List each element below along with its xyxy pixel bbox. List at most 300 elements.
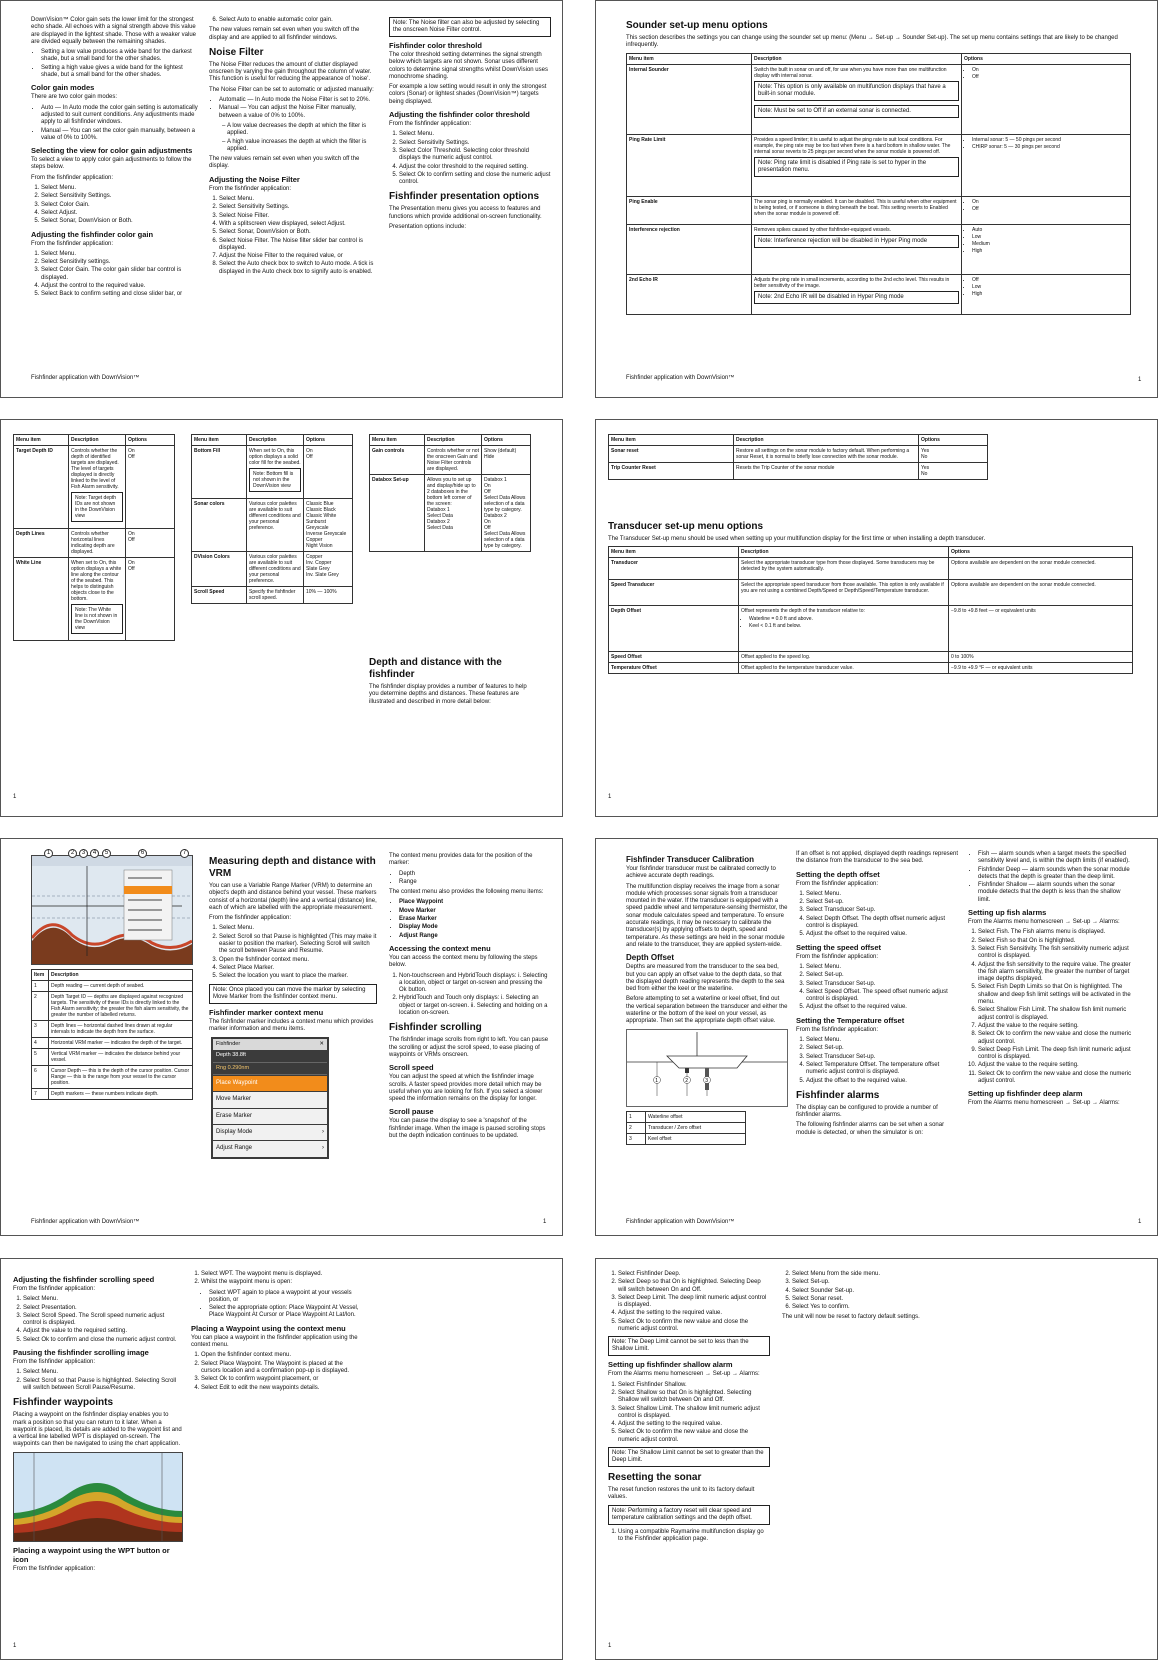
table-row xyxy=(370,475,531,552)
list-item: • Auto xyxy=(972,227,1128,233)
list-item: • Low xyxy=(972,234,1128,240)
list-item: 5. Adjust the offset to the required value. xyxy=(806,931,958,938)
list-item: 3. Select Color Gain. The color gain slider bar control is displayed. xyxy=(41,267,199,282)
note-box: Note: Interference rejection will be disabled in Hyper Ping mode xyxy=(754,235,959,248)
table-cell: Offset applied to the speed log. xyxy=(739,652,949,663)
context-menu-header xyxy=(213,1039,327,1050)
table-cell: Various color palettes are available to suit different conditions and your personal preference. xyxy=(247,552,304,587)
option: Slate Grey xyxy=(306,566,330,572)
note-box: Note: The Shallow Limit cannot be set to greater than the Deep Limit. xyxy=(608,1447,770,1467)
paragraph: For example a low setting would result in only the strongest colors (Sonar) or lightest shades (DownVision™) targets being displayed. xyxy=(389,84,547,105)
page-number: 1 xyxy=(608,1643,612,1649)
section-title: Fishfinder presentation options xyxy=(389,191,540,203)
table-cell: Depth Target ID — depths are displayed against recognized targets. The sensitivity of these IDs is directly linked to the Fish Alarm sensitivity; the greater the fish alarm sensitivity, the greater the number of labelled returns. xyxy=(49,992,193,1021)
paragraph: You can place a waypoint in the fishfinder application using the context menu. xyxy=(191,1334,358,1349)
list-item: 5. Select Ok to confirm the new value and close the numeric adjust control. xyxy=(618,1319,770,1334)
page7-col2 xyxy=(191,1271,361,1395)
table-cell: 2nd Echo IR xyxy=(627,274,752,314)
note-box: Note: Once placed you can move the marker by selecting Move Marker from the fishfinder context menu. xyxy=(209,984,377,1004)
paragraph: The Presentation menu gives you access to features and functions which provide additional on-screen functionality. xyxy=(389,206,542,220)
list-item: 6. Select Yes to confirm. xyxy=(792,1304,944,1311)
table-cell: Depth reading — current depth of seabed. xyxy=(49,981,193,992)
option: Classic White xyxy=(306,513,337,519)
list-item: 4. Adjust the setting to the required value. xyxy=(618,1421,770,1428)
table-cell: Ping Rate Limit xyxy=(627,134,752,196)
list-item: 6. Select Shallow Fish Limit. The shallow fish limit numeric adjust control is displayed. xyxy=(978,1007,1133,1022)
table-cell: −9.9 to +9.9 °F — or equivalent units xyxy=(949,663,1133,674)
table-row xyxy=(609,652,1133,663)
heading: Setting the speed offset xyxy=(796,942,882,952)
table-cell: 0 to 100% xyxy=(949,652,1133,663)
menu-item-place-waypoint[interactable]: Place Waypoint xyxy=(213,1076,327,1091)
table-cell xyxy=(126,446,175,529)
table-row xyxy=(609,446,988,463)
table-cell: Sonar reset xyxy=(609,446,734,463)
heading: Placing a Waypoint using the context menu xyxy=(191,1323,346,1333)
list-item: 2. Whilst the waypoint menu is open: xyxy=(201,1279,361,1286)
step-list xyxy=(209,925,377,980)
list-item: 7. Adjust the Noise Filter to the required value, or xyxy=(219,253,377,260)
table-cell: Sonar colors xyxy=(192,499,247,552)
chevron-right-icon: › xyxy=(322,1128,324,1135)
callout-label: 3 xyxy=(705,1077,709,1084)
page-4 xyxy=(595,419,1158,817)
list-item: • Select the appropriate option: Place Waypoint At Vessel, Place Waypoint At Cursor or Place Waypoint At Lat/lon. xyxy=(209,1305,361,1320)
table-cell xyxy=(482,475,531,552)
list-item: 3. Select Color Gain. xyxy=(41,202,199,209)
transducer-section xyxy=(608,516,1133,674)
table-header-row xyxy=(14,435,175,446)
sounder-setup-table xyxy=(626,53,1131,315)
list-item: • Automatic — In Auto mode the Noise Filter is set to 20%. xyxy=(219,97,377,104)
note-box: Note: The Noise filter can also be adjusted by selecting the onscreen Noise Filter control. xyxy=(389,17,551,37)
chevron-right-icon: › xyxy=(322,1145,324,1152)
list-item: 6. Select Noise Filter. The Noise filter slider bar control is displayed. xyxy=(219,238,377,253)
options-list xyxy=(964,67,1128,80)
table-cell: Specify the fishfinder scroll speed. xyxy=(247,587,304,604)
table-row xyxy=(627,1122,746,1133)
table-row xyxy=(192,587,353,604)
table-header-row xyxy=(627,53,1131,64)
page-2 xyxy=(595,0,1158,398)
paragraph: This section describes the settings you can change using the sounder set up menu: (Menu → Set-up → Sounder Set-up). The set up menu contains settings that are likely to be changed infrequently. xyxy=(626,35,1118,49)
list-item: 1. Select Menu. xyxy=(23,1369,183,1376)
table-row xyxy=(32,1049,193,1066)
noise-sublist xyxy=(209,123,377,153)
heading: Scroll pause xyxy=(389,1107,434,1117)
list-item: • Keel < 0.1 ft and below. xyxy=(749,623,946,629)
paragraph: From the fishfinder application: xyxy=(209,185,292,192)
table-header-row xyxy=(370,435,531,446)
option: Classic Black xyxy=(306,507,336,513)
table-cell: Restore all settings on the sonar module to factory default. When performing a sonar Reset, it is normal to briefly lose connection with the sonar module. xyxy=(734,446,919,463)
list-item: 3. Select Shallow Limit. The shallow limit numeric adjust control is displayed. xyxy=(618,1406,770,1421)
list-item: 2. Select Set-up. xyxy=(806,899,958,906)
section-title: Sounder set-up menu options xyxy=(626,20,768,31)
column-header: Description xyxy=(734,435,919,446)
column-header: Menu item xyxy=(192,435,247,446)
table-cell xyxy=(69,446,126,529)
section-title: Fishfinder waypoints xyxy=(13,1397,114,1409)
paragraph: From the Alarms menu homescreen → Set-up → Alarms: xyxy=(608,1371,760,1378)
table-cell xyxy=(962,274,1131,314)
cell-text: Provides a speed limiter; it is useful to adjust the ping rate to suit local conditions. For example, the ping rate may be too fast when there is a hard bottom in shallow water. The internal sonar reverts to 25 pings per second when the sonar module is powered off. xyxy=(754,136,951,155)
noise-mode-list xyxy=(209,97,377,120)
table-row xyxy=(192,446,353,499)
paragraph: From the fishfinder application: xyxy=(389,121,472,128)
alarm-list xyxy=(968,851,1133,904)
option: Copper xyxy=(306,537,323,543)
list-item: • Manual — You can set the color gain manually, between a value of 0% to 100%. xyxy=(41,128,199,143)
list-item: 5. Select Back to confirm setting and close slider bar, or xyxy=(41,291,199,298)
paragraph: The fishfinder marker includes a context menu which provides marker information and menu items. xyxy=(209,1018,374,1032)
heading: Adjusting the fishfinder scrolling speed xyxy=(13,1275,155,1284)
table-cell: Target Depth ID xyxy=(14,446,69,529)
table-cell: The sonar ping is normally enabled. It can be disabled. This is useful when other equipment is being tested, or if someone is diving beneath the boat. This setting reverts to Enabled when the sonar module is powered off. xyxy=(752,196,962,224)
cell-text: Offset represents the depth of the transducer relative to: xyxy=(741,608,865,615)
list-item: • Internal sonar: 5 — 50 pings per second xyxy=(972,137,1128,143)
step-list xyxy=(13,1369,183,1392)
list-item: 4. Select Place Marker. xyxy=(219,965,377,972)
sub-item: Databox 1 xyxy=(427,507,450,513)
vrm-legend-table xyxy=(31,969,193,1100)
list-item: 5. Adjust the offset to the required value. xyxy=(806,1004,958,1011)
table-cell xyxy=(304,446,353,499)
page-number: 1 xyxy=(13,1643,17,1649)
heading: Fishfinder marker context menu xyxy=(209,1007,324,1017)
table-row xyxy=(609,558,1133,580)
callout-2: 2 xyxy=(68,849,77,858)
table-cell: Controls whether horizontal lines indicating depth are displayed. xyxy=(69,529,126,558)
step-list xyxy=(796,1037,958,1085)
table-header-row xyxy=(609,435,988,446)
list-item: 2. Select Deep so that On is highlighted. Selecting Deep will switch between On and Off. xyxy=(618,1279,770,1294)
list-item: 1. Select Fishfinder Shallow. xyxy=(618,1382,770,1389)
note-box: Note: Ping rate limit is disabled if Ping rate is set to hyper in the presentation menu. xyxy=(754,157,959,177)
context-menu-range: Rng 0.290nm xyxy=(213,1063,327,1075)
step-list xyxy=(608,1529,770,1544)
paragraph: From the fishfinder application: xyxy=(31,174,114,181)
list-item: 5. Select Sonar reset. xyxy=(792,1296,944,1303)
table-cell xyxy=(247,446,304,499)
table-cell: 2 xyxy=(32,992,49,1021)
list-item: 4. Adjust the control to the required value. xyxy=(41,283,199,290)
option: Hide xyxy=(484,454,495,460)
table-cell xyxy=(752,134,962,196)
heading: Placing a waypoint using the WPT button or icon xyxy=(13,1545,170,1564)
presentation-table-2 xyxy=(191,434,353,604)
page-number: 1 xyxy=(13,794,17,800)
table-cell: Select the appropriate transducer type from those displayed. Some transducers may be detected by the system automatically. xyxy=(739,558,949,580)
presentation-table-3 xyxy=(369,434,531,552)
table-cell: Temperature Offset xyxy=(609,663,739,674)
list-item: 5. Adjust the offset to the required value. xyxy=(806,1078,958,1085)
list-item: • High xyxy=(972,248,1128,254)
table-cell: Waterline offset xyxy=(646,1111,746,1122)
offset-legend-table xyxy=(626,1111,746,1145)
table-cell: 2 xyxy=(627,1122,646,1133)
list-item: • Select WPT again to place a waypoint at your vessels position, or xyxy=(209,1290,361,1305)
option: On xyxy=(306,448,313,454)
list-item: • High xyxy=(972,291,1128,297)
step-list xyxy=(608,1271,770,1333)
paragraph: The new values remain set even when you switch off the display and are applied to all fishfinder windows. xyxy=(209,27,360,41)
menu-item-adjust-range[interactable] xyxy=(213,1141,327,1156)
depth-distance-section xyxy=(369,652,531,709)
list-item: • Move Marker xyxy=(399,908,551,915)
paragraph: The display can be configured to provide a number of fishfinder alarms. xyxy=(796,1104,938,1119)
list-item: 2. Select Sensitivity settings. xyxy=(41,259,199,266)
table-cell: Cursor Depth — this is the depth of the cursor position. Cursor Range — this is the range from your vessel to the cursor position. xyxy=(49,1066,193,1089)
option: Classic Blue xyxy=(306,501,334,507)
option: On xyxy=(484,483,491,489)
menu-item-move-marker[interactable]: Move Marker xyxy=(213,1092,327,1107)
step-list xyxy=(209,17,377,24)
option: 10% — 100% xyxy=(306,589,337,595)
menu-item-label: Display Mode xyxy=(216,1128,253,1135)
options-list xyxy=(741,616,946,629)
table-cell: Transducer xyxy=(609,558,739,580)
section-title: Measuring depth and distance with VRM xyxy=(209,856,376,879)
list-item: 4. Select Depth Offset. The depth offset numeric adjust control is displayed. xyxy=(806,916,958,931)
table-row xyxy=(32,981,193,992)
option: Off xyxy=(128,454,135,460)
option: Off xyxy=(128,566,135,572)
page1-col3 xyxy=(389,15,551,234)
table-cell: Horizontal VRM marker — indicates the depth of the target. xyxy=(49,1038,193,1049)
list-item: 7. Adjust the value to the require setting. xyxy=(978,1023,1133,1030)
heading: Setting up fishfinder deep alarm xyxy=(968,1089,1083,1099)
table-cell xyxy=(425,475,482,552)
paragraph: Your fishfinder transducer must be calibrated correctly to achieve accurate depth readings. xyxy=(626,866,776,880)
option: Off xyxy=(484,489,491,495)
cell-text: Adjusts the ping rate in small increments, according to the 2nd echo level. This results in better sensitivity of the image. xyxy=(754,276,950,289)
list-item: 5. Select Sonar, DownVision or Both. xyxy=(41,218,199,225)
list-item: 4. With a splitscreen view displayed, select Adjust. xyxy=(219,221,377,228)
paragraph: The multifunction display receives the image from a sonar module which processes sonar signals from a transducer mounted in the water. If the transducer is equipped with a speed paddle wheel and temperature-sensing thermistor, the sonar module calculates speed and temperature. To ensure accurate readings, it may be necessary to calibrate the transducer(s) by applying offsets to depth, speed and temperature. As these settings are held in the sonar module and relate to the transducer, they are applied system-wide. xyxy=(626,883,788,948)
list-item: 1. Select Menu. xyxy=(806,964,958,971)
page5-col3 xyxy=(389,853,551,1143)
table-cell: 3 xyxy=(32,1021,49,1038)
table-row xyxy=(627,64,1131,134)
paragraph: From the fishfinder application: xyxy=(13,1565,96,1572)
list-item: • CHIRP sonar: 5 — 30 pings per second xyxy=(972,144,1128,150)
menu-item-erase-marker[interactable]: Erase Marker xyxy=(213,1109,327,1124)
list-item: 4. Adjust the fish sensitivity to the require value. The greater the fish alarm sensitivity, the greater the number of target image depths displayed. xyxy=(978,962,1133,984)
option: Inverse Greyscale xyxy=(306,531,347,537)
heading: Color gain modes xyxy=(31,83,95,93)
table-cell xyxy=(739,606,949,652)
page-5 xyxy=(0,838,563,1236)
heading: Depth Offset xyxy=(626,953,674,963)
column-header: Options xyxy=(962,53,1131,64)
table-cell: Depth Lines xyxy=(14,529,69,558)
list-item: 5. Select Ok to confirm and close the numeric adjust control. xyxy=(23,1337,183,1344)
table-cell xyxy=(126,529,175,558)
table-cell: 7 xyxy=(32,1089,49,1100)
table-row xyxy=(370,446,531,475)
context-menu-highlight xyxy=(124,886,172,894)
waypoint-sonar-image xyxy=(13,1452,183,1542)
section-title: Fishfinder scrolling xyxy=(389,1022,482,1034)
step-list xyxy=(389,131,551,186)
callout-7: 7 xyxy=(180,849,189,858)
list-item: 3. Select Deep Limit. The deep limit numeric adjust control is displayed. xyxy=(618,1295,770,1310)
list-item: 1. Open the fishfinder context menu. xyxy=(201,1352,361,1359)
option: Inv. Copper xyxy=(306,560,332,566)
option: On xyxy=(128,448,135,454)
paragraph: Depths are measured from the transducer to the sea bed, but you can apply an offset value to the depth data, so that the displayed depth reading represents the depth to the sea bed from either the keel or the waterline. xyxy=(626,964,785,993)
page-6 xyxy=(595,838,1158,1236)
table-cell xyxy=(304,587,353,604)
page8-col2 xyxy=(782,1271,944,1325)
table-row xyxy=(192,499,353,552)
table-cell xyxy=(126,558,175,641)
list-item: 3. Select Ok to confirm waypoint placement, or xyxy=(201,1376,361,1383)
table-cell: Depth lines — horizontal dashed lines drawn at regular intervals to indicate the depth from the surface. xyxy=(49,1021,193,1038)
table-cell: Vertical VRM marker — indicates the distance behind your vessel. xyxy=(49,1049,193,1066)
page1-col1 xyxy=(31,17,199,302)
column-header: Menu item xyxy=(370,435,425,446)
list-item: 3. Open the fishfinder context menu. xyxy=(219,957,377,964)
table-cell xyxy=(304,499,353,552)
option: Yes xyxy=(921,448,930,454)
step-list xyxy=(782,1271,944,1311)
boat-hull xyxy=(667,1056,747,1068)
table-cell: Depth Offset xyxy=(609,606,739,652)
cell-text: Removes spikes caused by other fishfinder-equipped vessels. xyxy=(754,226,892,233)
heading: Fishfinder color threshold xyxy=(389,41,482,50)
paragraph: There are two color gain modes: xyxy=(31,94,118,101)
table-row xyxy=(192,552,353,587)
paragraph: To select a view to apply color gain adjustments to follow the steps below. xyxy=(31,157,192,171)
list-item: • Erase Marker xyxy=(399,916,551,923)
gain-mode-list xyxy=(31,105,199,142)
list-item: 1. Select Menu. xyxy=(41,185,199,192)
table-row xyxy=(627,196,1131,224)
list-item: 3. Select Color Threshold. Selecting color threshold displays the numeric adjust control. xyxy=(399,148,551,163)
step-list xyxy=(796,964,958,1012)
page-3 xyxy=(0,419,563,817)
option: Off xyxy=(306,454,313,460)
sub-item: Select Data xyxy=(427,513,453,519)
list-item: 3. Select Transducer Set-up. xyxy=(806,907,958,914)
list-item: 1. Select Fishfinder Deep. xyxy=(618,1271,770,1278)
table-cell xyxy=(752,224,962,274)
column-header: Description xyxy=(69,435,126,446)
context-items-list xyxy=(389,899,551,939)
section-title: Fishfinder alarms xyxy=(796,1089,880,1101)
paragraph: The Transducer Set-up menu should be used when setting up your multifunction display for the first time or when installing a depth transducer. xyxy=(608,536,986,542)
option: Off xyxy=(128,537,135,543)
paragraph: You can adjust the speed at which the fishfinder image scrolls. A faster speed provides more detail which may be useful when you are looking for fish. If you select a slower speed the information remains on the display for longer. xyxy=(389,1074,543,1103)
table-cell: Scroll Speed xyxy=(192,587,247,604)
paragraph: From the fishfinder application: xyxy=(796,1026,879,1033)
presentation-table-1 xyxy=(13,434,175,641)
note-box: Note: Must be set to Off if an external sonar is connected. xyxy=(754,105,959,118)
table-cell: Interference rejection xyxy=(627,224,752,274)
list-item: 1. Non-touchscreen and HybridTouch displays: i. Selecting a location, object or target on-screen and pressing the Ok button. xyxy=(399,973,551,995)
table-cell: Transducer / Zero offset xyxy=(646,1122,746,1133)
cell-text: When set to On, this option displays a white line along the contour of the seabed. This helps to distinguish objects close to the bottom. xyxy=(71,560,122,602)
column-header: Description xyxy=(752,53,962,64)
callout-4: 4 xyxy=(90,849,99,858)
table-cell xyxy=(919,446,988,463)
list-item: 5. Select Ok to confirm setting and close the numeric adjust control. xyxy=(399,172,551,187)
callout-3: 3 xyxy=(79,849,88,858)
list-item: 3. Select Transducer Set-up. xyxy=(806,981,958,988)
close-icon[interactable]: ✕ xyxy=(319,1041,324,1048)
sonar-image xyxy=(32,856,192,964)
transducer-table xyxy=(608,546,1133,674)
boat-offset-diagram xyxy=(626,1029,788,1107)
list-item: 1. Select Menu. xyxy=(23,1296,183,1303)
list-item: 4. Adjust the setting to the required value. xyxy=(618,1310,770,1317)
list-item: – A low value decreases the depth at which the filter is applied. xyxy=(227,123,377,138)
table-row xyxy=(32,1038,193,1049)
note-box: Note: 2nd Echo IR will be disabled in Hyper Ping mode xyxy=(754,291,959,304)
list-item: 1. Select Menu. xyxy=(219,196,377,203)
option: No xyxy=(921,454,928,460)
page6-col2 xyxy=(796,851,958,1140)
table-cell xyxy=(962,196,1131,224)
page-number: 1 xyxy=(1138,1219,1142,1225)
list-item: 1. Select Fish. The Fish alarms menu is displayed. xyxy=(978,929,1133,936)
table-cell: Offset applied to the temperature transducer value. xyxy=(739,663,949,674)
table-row xyxy=(14,529,175,558)
option: Off xyxy=(484,525,491,531)
paragraph: From the fishfinder application: xyxy=(31,240,114,247)
page2-content xyxy=(626,15,1131,315)
step-list xyxy=(191,1352,361,1391)
list-item: 1. Select WPT. The waypoint menu is displayed. xyxy=(201,1271,361,1278)
column-header: Options xyxy=(949,547,1133,558)
page-1 xyxy=(0,0,563,398)
list-item: 2. Select Fish so that On is highlighted. xyxy=(978,938,1133,945)
table-cell: DVision Colors xyxy=(192,552,247,587)
table-cell: 1 xyxy=(627,1111,646,1122)
column-header: Menu item xyxy=(627,53,752,64)
option: Select Data Allows selection of a data type by category. xyxy=(484,495,526,513)
column-header: Description xyxy=(739,547,949,558)
list-item: 1. Select Menu. xyxy=(806,1037,958,1044)
table-cell: 5 xyxy=(32,1049,49,1066)
list-item: • Fishfinder Deep — alarm sounds when the sonar module detects that the depth is greater than the deep limit. xyxy=(978,867,1133,882)
menu-item-display-mode[interactable] xyxy=(213,1125,327,1140)
paragraph: From the fishfinder application: xyxy=(796,880,879,887)
options-list xyxy=(964,277,1128,297)
list-item: 10. Adjust the value to the require setting. xyxy=(978,1062,1133,1069)
list-item: 4. Select Adjust. xyxy=(41,210,199,217)
page-8 xyxy=(595,1258,1158,1660)
list-item: 2. Select Scroll so that Pause is highlighted. Selecting Scroll will switch between Scroll Pause/Resume. xyxy=(23,1378,183,1393)
section-title: Resetting the sonar xyxy=(608,1472,702,1484)
list-item: 2. Select Set-up. xyxy=(806,972,958,979)
table-cell xyxy=(752,64,962,134)
paragraph: Placing a waypoint on the fishfinder display enables you to mark a position so that you can return to it later. When a waypoint is placed, its details are added to the waypoint list and a vertical line labelled WPT is displayed on-screen. The waypoints can then be navigated to using the chart application. xyxy=(13,1412,182,1448)
option: Greyscale xyxy=(306,525,329,531)
heading: Setting the Temperature offset xyxy=(796,1015,905,1025)
table-cell: Options available are dependent on the sonar module connected. xyxy=(949,580,1133,606)
table-cell: 6 xyxy=(32,1066,49,1089)
list-item: • On xyxy=(972,199,1128,205)
list-item: 2. HybridTouch and Touch only displays: i. Selecting an object or target on-screen. ii. Selecting and holding on a location on-screen. xyxy=(399,995,551,1017)
list-item: • Auto — In Auto mode the color gain setting is automatically adjusted to suit current conditions. Any adjustments made apply to all fishfinder windows. xyxy=(41,105,199,127)
sub-item: Databox 2 xyxy=(427,519,450,525)
table-cell: Speed Offset xyxy=(609,652,739,663)
list-item: 5. Select the location you want to place the marker. xyxy=(219,973,377,980)
heading: Accessing the context menu xyxy=(389,943,491,953)
